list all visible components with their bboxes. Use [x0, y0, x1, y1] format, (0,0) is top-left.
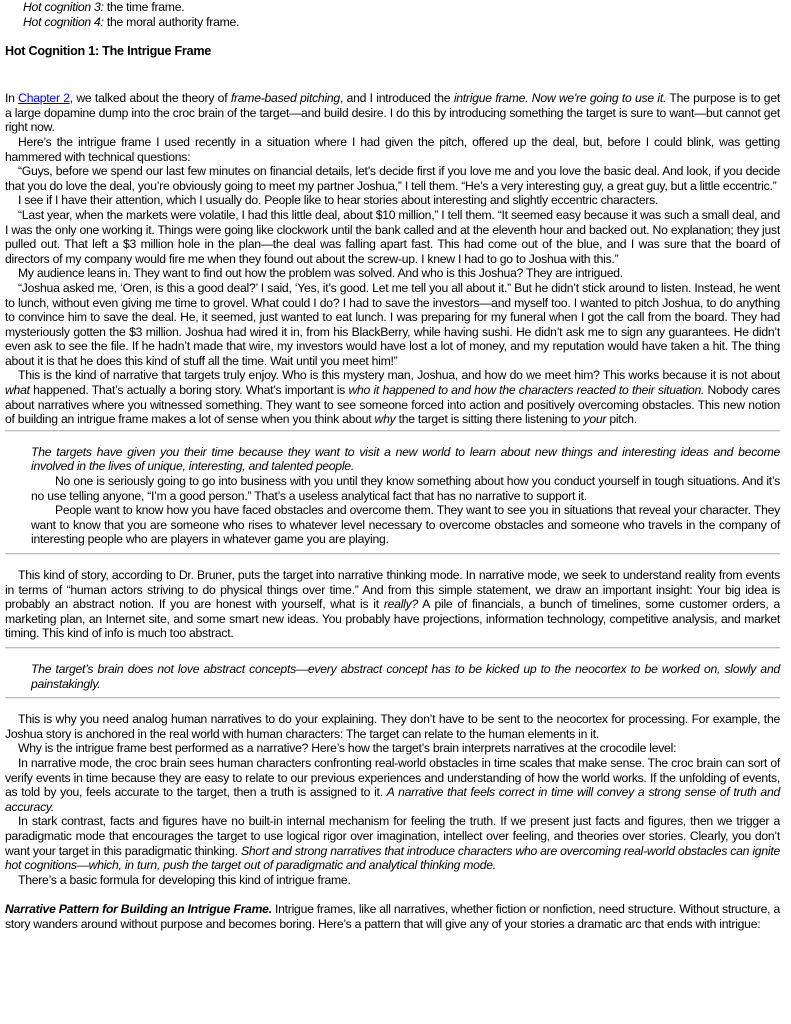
paragraph: “Last year, when the markets were volatile, I had this little deal, about $10 million,” I tell them. “It seemed easy because it was such a small deal, and I was the only one working it. Things were going like clockwork until the bank called and at the eleventh hour and backed out. No explanation; they just pulled out. That left a $3 million hole in the plan—the deal was falling apart fast. This had come out of the blue, and I was sure that the board of directors of my company would fire me when they found out about the screw-up. I knew I had to go to Joshua with this.”: [5, 207, 780, 266]
quote-paragraph: People want to know how you have faced obstacles and overcome them. They want to see you in situations that reveal your character. They want to know that you are someone who rises to whatever level necessary to overcome obstacles and someone who travels in the company of interesting people who are players in whatever game you are playing.: [31, 503, 780, 547]
paragraph: This is why you need analog human narratives to do your explaining. They don’t have to be sent to the neocortex for processing. For example, the Joshua story is anchored in the real world with human characters: The target can relate to the human elements in it.: [5, 712, 780, 741]
list-item-label: Hot cognition 3:: [23, 0, 104, 14]
section-title: Hot Cognition 1: The Intrigue Frame: [5, 44, 212, 59]
paragraph: In stark contrast, facts and figures have no built-in internal mechanism for feeling the truth. If we present just facts and figures, then we trigger a paradigmatic mode that encourages the target to use logical rigor over imagination, intellect over feeling, and theories over stories. Clearly, you don’t want your target in this paradigmatic thinking. Short and strong narratives that introduce characters who are overcoming real-world obstacles can ignite hot cognitions—which, in turn, push the target out of paradigmatic and analytical thinking mode.: [5, 814, 780, 873]
paragraph: This kind of story, according to Dr. Bruner, puts the target into narrative thinking mode. In narrative mode, we seek to understand reality from events in terms of “human actors striving to do physical things over time.” And from this simple statement, we draw an important insight: Your big idea is probably an abstract notion. If you are honest with yourself, what is it really? A pile of financials, a bunch of timelines, some customer orders, a marketing plan, an Internet site, and some smart new ideas. You probably have projections, information technology, competitive analysis, and market timing. This kind of info is much too abstract.: [5, 568, 780, 641]
quote-paragraph: No one is seriously going to go into business with you until they know something about how you conduct yourself in tough situations. And it’s no use telling anyone, “I’m a good person.” That’s a useless analytical fact that has no narrative to support it.: [31, 474, 780, 503]
paragraph: Why is the intrigue frame best performed as a narrative? Here’s how the target’s brain interprets narratives at the crocodile level:: [18, 741, 677, 756]
paragraph: In narrative mode, the croc brain sees human characters confronting real-world obstacles in time scales that make sense. The croc brain can sort of verify events in time because they are easy to relate to our previous experiences and understanding of how the world works. If the unfolding of events, as told by you, feels accurate to the target, then a truth is assigned to it. A narrative that feels correct in time will convey a strong sense of truth and accuracy.: [5, 755, 780, 814]
paragraph: “Guys, before we spend our last few minutes on financial details, let’s decide first if you love me and you love the basic deal. And look, if you decide that you do love the deal, you’re obviously going to meet my partner Joshua,” I tell them. “He’s a very interesting guy, a great guy, but a little eccentric.”: [5, 164, 780, 193]
list-item-text: the time frame.: [103, 0, 185, 14]
chapter-2-link[interactable]: Chapter 2: [18, 91, 70, 106]
divider: [5, 430, 780, 431]
paragraph: “Joshua asked me, ‘Oren, is this a good deal?’ I said, ‘Yes, it’s good. Let me tell you all about it.” But he didn’t stick around to listen. Instead, he went to lunch, without even giving me time to grovel. What could I do? I had to save the investors—and myself too. I wanted to pitch Joshua, to do anything to convince him to save the deal. He, it seemed, just wanted to eat lunch. I was preparing for my funeral when I got the call from the board. They had mysteriously gotten the $3 million. Joshua had wired it in, from his BlackBerry, while having sushi. He didn’t ask me to sign any guarantees. He didn’t even ask to see the file. If he hadn’t made that wire, my investors would have lost a lot of money, and my reputation would have taken a hit. The thing about it is that he does this kind of stuff all the time. Wait until you meet him!”: [5, 280, 780, 368]
paragraph: I see if I have their attention, which I usually do. People like to hear stories about interesting and slightly eccentric characters.: [18, 193, 659, 208]
run-in-heading: Narrative Pattern for Building an Intrigue Frame.: [5, 902, 272, 917]
list-item: [23, 0, 780, 15]
blockquote: [5, 445, 780, 547]
hot-cognition-list: [5, 0, 780, 29]
list-item-label: Hot cognition 4:: [23, 14, 104, 29]
list-item: [23, 15, 780, 30]
paragraph-narrative-pattern: Narrative Pattern for Building an Intrigue Frame. Intrigue frames, like all narratives, whether fiction or nonfiction, need structure. Without structure, a story wanders around without purpose and becomes boring. Here’s a pattern that will give any of your stories a dramatic arc that ends with intrigue:: [5, 902, 780, 931]
divider: [5, 697, 780, 698]
paragraph: Here’s the intrigue frame I used recently in a situation where I had given the pitch, offered up the deal, but, before I could blink, was getting hammered with technical questions:: [5, 134, 780, 164]
paragraph: This is the kind of narrative that targets truly enjoy. Who is this mystery man, Joshua, and how do we meet him? This works because it is not about what happened. That’s actually a boring story. What’s important is who it happened to and how the characters reacted to their situation. Nobody cares about narratives where you witnessed something. They want to see someone forced into action and positively overcoming obstacles. This new notion of building an intrigue frame makes a lot of sense when you think about why the target is sitting there listening to your pitch.: [5, 368, 781, 427]
list-item-text: the moral authority frame.: [103, 14, 240, 29]
blockquote: [5, 662, 780, 691]
divider: [5, 647, 780, 648]
paragraph: My audience leans in. They want to find out how the problem was solved. And who is this Joshua? They are intrigued.: [18, 266, 623, 281]
quote-lead: The target’s brain does not love abstract concepts—every abstract concept has to be kicked up to the neocortex to be worked on, slowly and painstakingly.: [31, 661, 780, 691]
paragraph-intro: In Chapter 2, we talked about the theory of frame-based pitching, and I introduced the intrigue frame. Now we're going to use it. The purpose is to get a large dopamine dump into the croc brain of the target—and build desire. I do this by introducing something the target is sure to want—but cannot get right now.: [5, 91, 780, 135]
paragraph: There’s a basic formula for developing this kind of intrigue frame.: [18, 872, 351, 887]
quote-lead: The targets have given you their time because they want to visit a new world to learn about new things and interesting ideas and become involved in the lives of unique, interesting, and talented people.: [31, 444, 780, 474]
divider: [5, 553, 780, 554]
